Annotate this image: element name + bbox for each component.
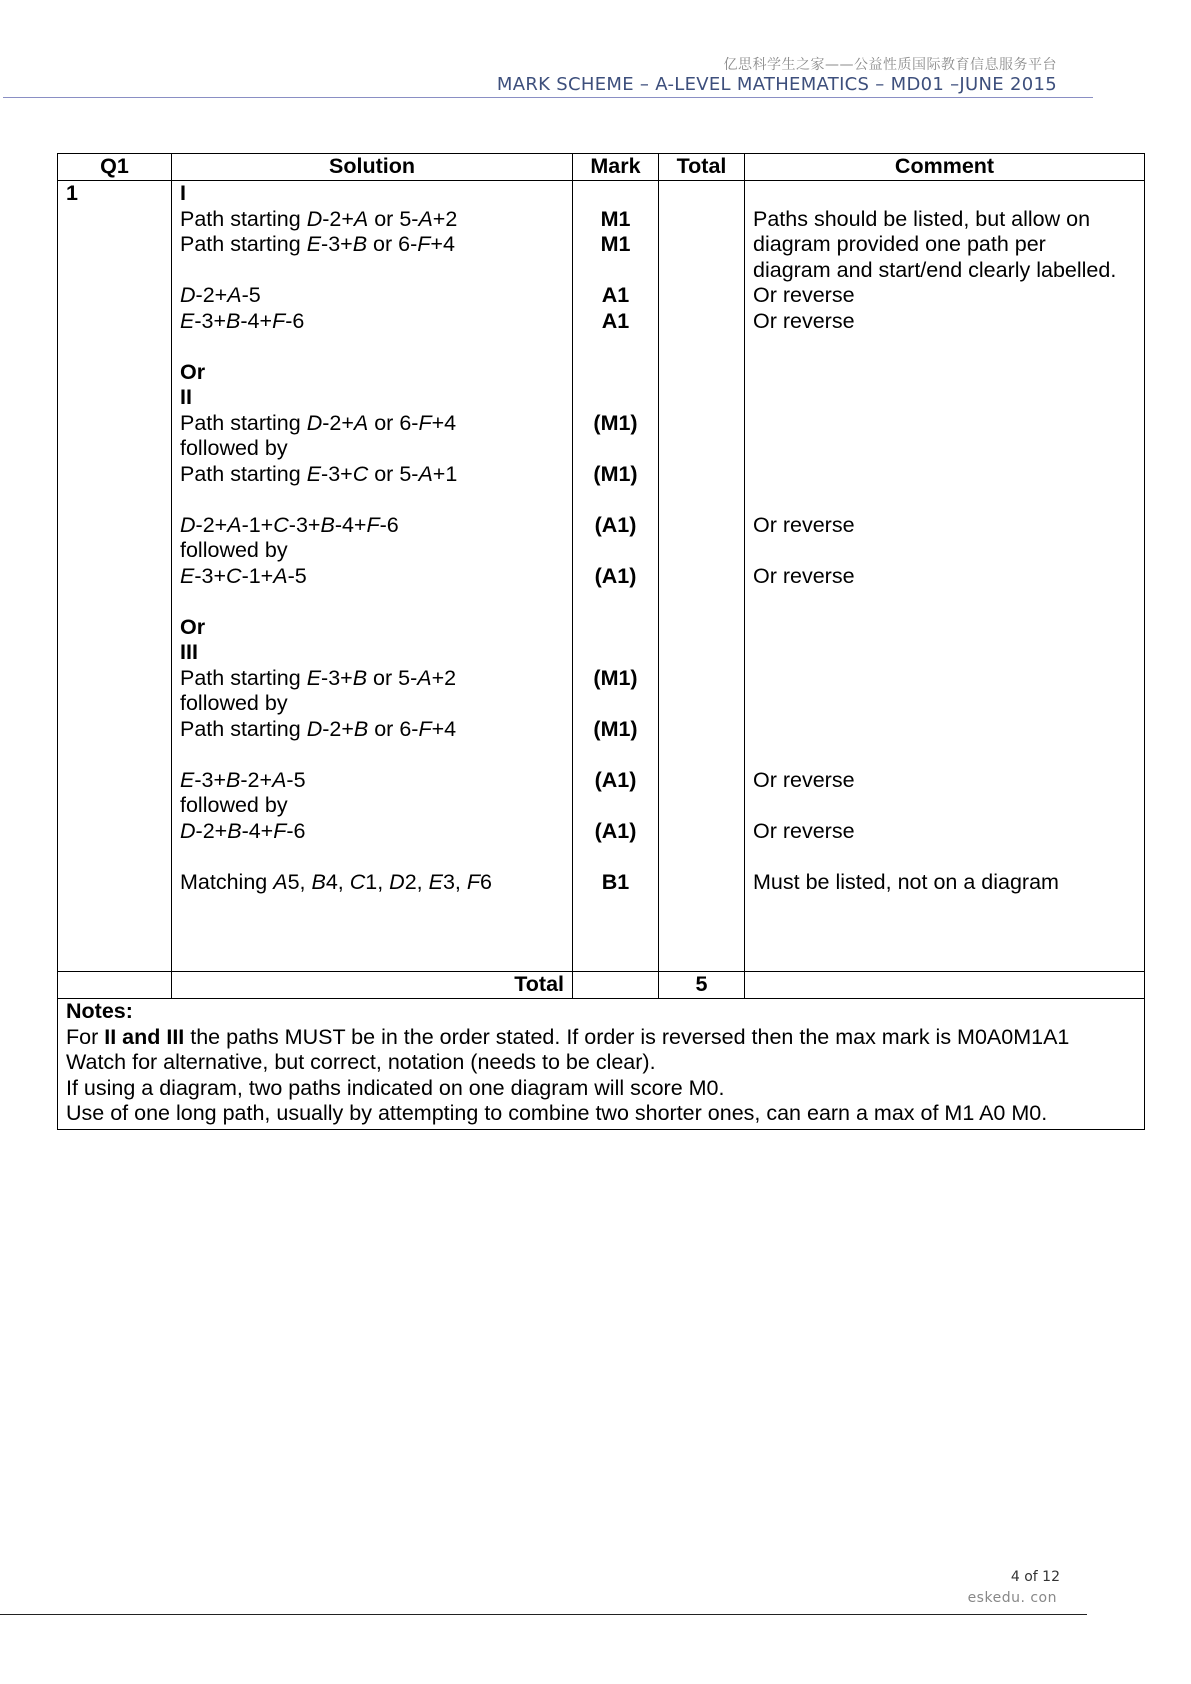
comment-line — [753, 742, 1144, 768]
text-run: C — [273, 512, 289, 537]
footer-site: eskedu. con — [967, 1590, 1057, 1606]
comment-line — [753, 181, 1144, 207]
comment-cell — [745, 181, 1145, 972]
text-run: D — [180, 818, 196, 843]
text-run: A — [417, 665, 432, 690]
text-run: D — [306, 410, 323, 435]
text-run: B — [353, 716, 369, 741]
solution-line — [180, 232, 572, 258]
solution-line — [180, 538, 572, 564]
text-run: or 5- — [368, 206, 419, 231]
text-run: Path starting — [180, 665, 307, 690]
comment-line — [753, 334, 1144, 360]
text-run: D — [180, 512, 196, 537]
notes-row — [58, 999, 1145, 1130]
solution-line — [180, 640, 572, 666]
text-run: B — [311, 869, 326, 894]
comment-line — [753, 844, 1144, 870]
solution-line — [180, 615, 572, 641]
text-run: Path starting — [180, 206, 307, 231]
text-run: -6 — [285, 308, 305, 333]
comment-line: diagram provided one path per — [753, 232, 1046, 256]
total-label: Total — [172, 972, 573, 999]
text-run: -2+ — [195, 512, 228, 537]
mark-value: (M1) — [593, 665, 638, 690]
comment-line — [753, 487, 1144, 513]
mark-value — [573, 360, 658, 386]
solution-line — [180, 717, 572, 743]
mark-value — [573, 538, 658, 564]
mark-value — [573, 640, 658, 666]
text-run: +4 — [431, 410, 457, 435]
text-run: A — [273, 869, 288, 894]
text-run: F — [417, 232, 431, 256]
total-value: 5 — [659, 972, 745, 999]
mark-value — [573, 742, 658, 768]
comment-line — [753, 589, 1144, 615]
mark-value — [573, 436, 658, 462]
text-run: F — [466, 869, 480, 894]
text-run: I — [180, 181, 186, 205]
text-run: 6 — [479, 869, 492, 894]
text-run: -3+ — [321, 665, 353, 690]
total-comment-blank — [745, 972, 1145, 999]
text-run: C — [349, 869, 366, 894]
solution-line — [180, 793, 572, 819]
comment-line — [753, 462, 1144, 488]
text-run: -2+ — [322, 410, 354, 435]
text-run: E — [180, 308, 195, 333]
comment-line — [753, 360, 1144, 386]
mark-value — [573, 589, 658, 615]
text-run: B — [352, 665, 368, 690]
text-run: or 5- — [368, 461, 419, 486]
text-run: F — [273, 818, 287, 843]
mark-value: A1 — [601, 283, 630, 307]
text-run: -3+ — [194, 563, 227, 588]
text-run: B — [226, 767, 241, 792]
mark-value — [573, 181, 658, 207]
mark-value — [573, 385, 658, 411]
text-run: Path starting — [180, 410, 307, 435]
comment-line: Or reverse — [753, 818, 855, 843]
text-run: 3, — [442, 869, 467, 894]
mark-value: (A1) — [594, 563, 637, 588]
total-row — [58, 972, 1145, 999]
mark-value: (A1) — [594, 767, 637, 792]
text-run: -1+ — [241, 563, 274, 588]
total-mark-blank — [573, 972, 659, 999]
comment-line: Or reverse — [753, 512, 855, 537]
mark-value — [573, 615, 658, 641]
text-run: Or — [180, 359, 206, 384]
table-header-row — [58, 154, 1145, 181]
solution-line — [180, 207, 572, 233]
page-number: 4 of 12 — [1010, 1569, 1060, 1585]
text-run: -3+ — [288, 512, 321, 537]
question-row — [58, 181, 1145, 972]
question-number: 1 — [58, 181, 172, 972]
mark-value — [573, 487, 658, 513]
solution-line — [180, 258, 572, 284]
text-run: F — [366, 512, 380, 537]
text-run: -2+ — [322, 716, 354, 741]
text-run: -3+ — [321, 232, 353, 256]
mark-value: M1 — [600, 206, 631, 231]
mark-value: A1 — [601, 308, 630, 333]
text-run: followed by — [180, 793, 288, 817]
comment-line — [753, 538, 1144, 564]
mark-value — [573, 258, 658, 284]
text-run: B — [352, 232, 368, 256]
text-run: Watch for alternative, but correct, notation (needs to be clear). — [66, 1050, 656, 1074]
text-run: A — [227, 512, 242, 537]
text-run: -3+ — [321, 461, 353, 486]
text-run: E — [306, 461, 322, 486]
text-run: E — [306, 665, 322, 690]
text-run: or 5- — [367, 665, 418, 690]
header-rule — [3, 97, 1093, 98]
text-run: Use of one long path, usually by attempting to combine two shorter ones, can earn a max of M1 A0 M0. — [66, 1101, 1048, 1125]
text-run: -4+ — [334, 512, 367, 537]
col-header-total: Total — [659, 154, 745, 181]
text-run: the paths MUST be in the order stated. If order is reversed then the max mark is M0A0M1A1 — [184, 1024, 1070, 1049]
mark-value: (M1) — [593, 410, 638, 435]
solution-line — [180, 487, 572, 513]
text-run: +4 — [430, 232, 455, 256]
comment-line — [753, 411, 1144, 437]
solution-line — [180, 385, 572, 411]
text-run: E — [306, 232, 322, 256]
header-title: MARK SCHEME – A-LEVEL MATHEMATICS – MD01 –JUNE 2015 — [496, 74, 1057, 95]
text-run: -3+ — [194, 308, 227, 333]
col-header-comment: Comment — [745, 154, 1145, 181]
text-run: Path starting — [180, 232, 307, 256]
header-site-name: 亿思科学生之家——公益性质国际教育信息服务平台 — [723, 57, 1057, 73]
text-run: E — [180, 767, 195, 792]
text-run: -2+ — [195, 283, 228, 307]
note-line — [66, 1076, 1144, 1102]
mark-value: (M1) — [593, 716, 638, 741]
text-run: II — [180, 385, 192, 409]
text-run: A — [273, 563, 288, 588]
solution-line — [180, 564, 572, 590]
text-run: Path starting — [180, 461, 307, 486]
notes-cell — [58, 999, 1145, 1130]
solution-line — [180, 819, 572, 845]
comment-line: Must be listed, not on a diagram — [753, 869, 1059, 894]
text-run: -3+ — [194, 767, 227, 792]
text-run: If using a diagram, two paths indicated on one diagram will score M0. — [66, 1075, 725, 1100]
mark-value: (A1) — [594, 818, 637, 843]
solution-line — [180, 436, 572, 462]
col-header-q: Q1 — [58, 154, 172, 181]
mark-value: (M1) — [593, 461, 638, 486]
comment-line — [753, 436, 1144, 462]
mark-value — [573, 793, 658, 819]
text-run: -2+ — [195, 818, 228, 843]
comment-line: Or reverse — [753, 563, 855, 588]
text-run: +2 — [432, 206, 458, 231]
text-run: A — [418, 206, 433, 231]
comment-line: Or reverse — [753, 283, 855, 307]
mark-value: M1 — [600, 232, 631, 256]
note-line — [66, 1050, 1144, 1076]
text-run: -2+ — [240, 767, 273, 792]
solution-line — [180, 411, 572, 437]
comment-line: Paths should be listed, but allow on — [753, 206, 1091, 231]
solution-line — [180, 691, 572, 717]
solution-line — [180, 870, 572, 896]
text-run: C — [226, 563, 242, 588]
text-run: F — [418, 716, 432, 741]
solution-cell — [172, 181, 573, 972]
text-run: or 6- — [367, 232, 418, 256]
comment-line — [753, 640, 1144, 666]
solution-line — [180, 768, 572, 794]
comment-line — [753, 691, 1144, 717]
text-run: Path starting — [180, 716, 307, 741]
mark-value — [573, 691, 658, 717]
text-run: -1+ — [241, 512, 274, 537]
text-run: Or — [180, 614, 206, 639]
text-run: F — [418, 410, 432, 435]
comment-line: Or reverse — [753, 767, 855, 792]
solution-line — [180, 360, 572, 386]
solution-line — [180, 666, 572, 692]
text-run: -6 — [379, 512, 399, 537]
note-line — [66, 1101, 1144, 1127]
text-run: B — [320, 512, 335, 537]
mark-value — [573, 334, 658, 360]
text-run: D — [306, 716, 323, 741]
footer-rule — [0, 1614, 1087, 1615]
text-run: D — [306, 206, 323, 231]
text-run: III — [180, 640, 198, 664]
notes-heading: Notes: — [66, 999, 133, 1023]
mark-value — [573, 844, 658, 870]
text-run: C — [352, 461, 369, 486]
comment-line — [753, 666, 1144, 692]
text-run: followed by — [180, 538, 288, 562]
comment-line: Or reverse — [753, 308, 855, 333]
col-header-mark: Mark — [573, 154, 659, 181]
text-run: 2, — [404, 869, 429, 894]
text-run: A — [272, 767, 287, 792]
text-run: Matching — [180, 869, 274, 894]
text-run: D — [180, 283, 196, 307]
text-run: or 6- — [368, 716, 419, 741]
text-run: For — [66, 1024, 105, 1049]
text-run: A — [353, 206, 369, 231]
mark-value: (A1) — [594, 512, 637, 537]
mark-cell — [573, 181, 659, 972]
text-run: -2+ — [322, 206, 354, 231]
text-run: 1, — [365, 869, 390, 894]
text-run: A — [227, 283, 242, 307]
text-run: A — [418, 461, 433, 486]
solution-line — [180, 283, 572, 309]
text-run: D — [389, 869, 405, 894]
text-run: E — [180, 563, 195, 588]
text-run: -5 — [287, 563, 307, 588]
text-run: followed by — [180, 691, 288, 715]
solution-line — [180, 462, 572, 488]
text-run: +4 — [431, 716, 457, 741]
comment-line — [753, 793, 1144, 819]
solution-line — [180, 334, 572, 360]
text-run: -6 — [286, 818, 306, 843]
text-run: B — [226, 308, 241, 333]
text-run: or 6- — [368, 410, 419, 435]
text-run: B — [227, 818, 242, 843]
total-cell — [659, 181, 745, 972]
solution-line — [180, 742, 572, 768]
text-run: F — [272, 308, 286, 333]
comment-line: diagram and start/end clearly labelled. — [753, 257, 1117, 282]
text-run: +1 — [432, 461, 458, 486]
text-run: followed by — [180, 436, 288, 460]
text-run: II and III — [104, 1024, 185, 1049]
text-run: 5, — [287, 869, 312, 894]
text-run: -4+ — [241, 818, 274, 843]
total-blank-cell — [58, 972, 172, 999]
text-run: -4+ — [240, 308, 273, 333]
comment-line — [753, 717, 1144, 743]
mark-scheme-table — [57, 153, 1145, 1130]
solution-line — [180, 309, 572, 335]
note-line — [66, 1025, 1144, 1051]
solution-line — [180, 513, 572, 539]
text-run: -5 — [241, 283, 261, 307]
text-run: E — [428, 869, 443, 894]
text-run: -5 — [286, 767, 306, 792]
text-run: 4, — [325, 869, 350, 894]
comment-line — [753, 615, 1144, 641]
text-run: A — [353, 410, 369, 435]
solution-line — [180, 589, 572, 615]
col-header-solution: Solution — [172, 154, 573, 181]
solution-line — [180, 844, 572, 870]
text-run: +2 — [431, 665, 457, 690]
solution-line — [180, 181, 572, 207]
comment-line — [753, 385, 1144, 411]
mark-value: B1 — [601, 869, 630, 894]
